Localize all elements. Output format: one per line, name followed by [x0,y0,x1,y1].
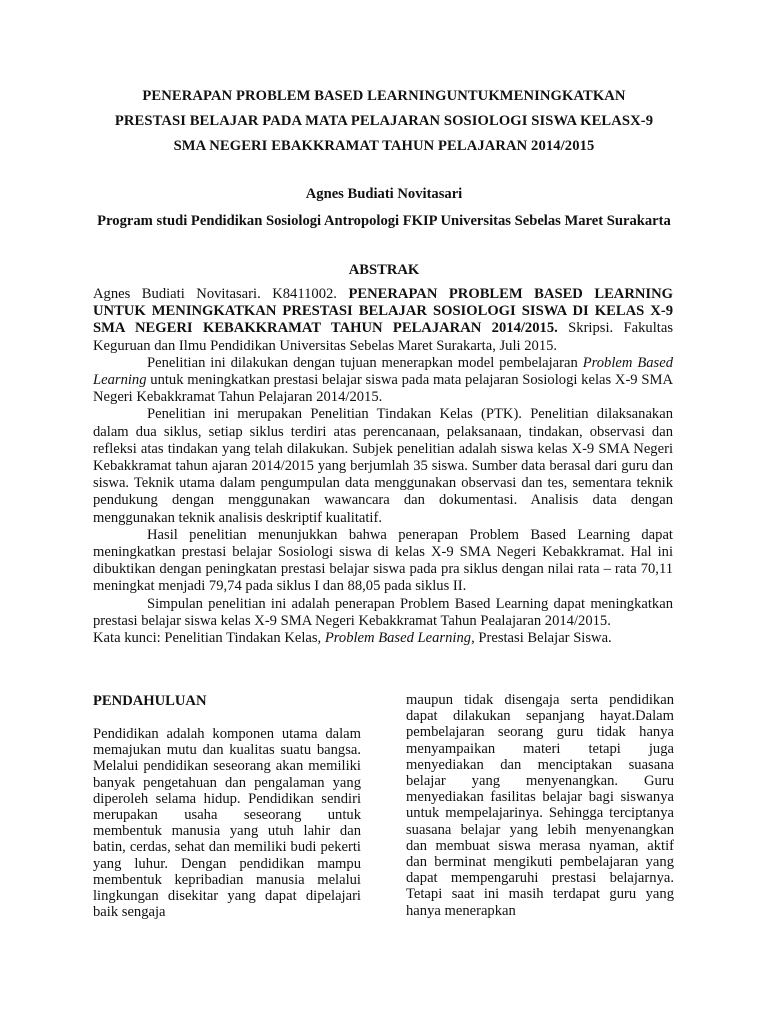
aim-text-italic: Problem Based Learning [93,354,674,389]
abstract-body [93,286,673,647]
introduction-right-column [406,692,674,919]
author-name: Agnes Budiati Novitasari [305,186,463,202]
aim-text-start: Penelitian ini dilakukan dengan tujuan menerapkan model pembelajaran [147,354,578,371]
title-line-2: PRESTASI BELAJAR PADA MATA PELAJARAN SOSIOLOGI SISWA KELASX-9 [114,113,654,129]
author-affiliation: Program studi Pendidikan Sosiologi Antropologi FKIP Universitas Sebelas Maret Surakarta [97,213,671,229]
abstract-paragraph-conclusion: Simpulan penelitian ini adalah penerapan Problem Based Learning dapat meningkatkan prestasi belajar siswa kelas X-9 SMA Negeri Kebakkramat Tahun Pealajaran 2014/2015. [93,595,673,629]
section-heading-introduction: PENDAHULUAN [93,693,207,709]
keywords-start: Kata kunci: Penelitian Tindakan Kelas, [93,630,322,647]
introduction-paragraph-right: maupun tidak disengaja serta pendidikan dapat dilakukan sepanjang hayat.Dalam pembelajaran seorang guru tidak hanya menyampaikan materi tetapi juga menyediakan dan menciptakan suasana belajar yang menyenangkan. Guru menyediakan fasilitas belajar bagi siswanya untuk mempelajarinya. Sehingga terciptanya suasana belajar yang lebih menyenangkan dan membuat siswa merasa nyaman, aktif dan berminat mengikuti pembelajaran yang dapat mempengaruhi prestasi belajarnya. Tetapi saat ini masih terdapat guru yang hanya menerapkan [406,692,674,919]
title-line-1: PENERAPAN PROBLEM BASED LEARNINGUNTUKMENINGKATKAN [142,88,626,104]
abstract-paragraph-method: Penelitian ini merupakan Penelitian Tindakan Kelas (PTK). Penelitian dilaksanakan dalam dua siklus, setiap siklus terdiri atas perencanaan, pelaksanaan, tindakan, observasi dan refleksi atas tindakan yang telah dilakukan. Subjek penelitian adalah siswa kelas X-9 SMA Negeri Kebakkramat tahun ajaran 2014/2015 yang berjumlah 35 siswa. Sumber data berasal dari guru dan siswa. Teknik utama dalam pengumpulan data menggunakan observasi dan tes, sementara teknik pendukung dengan menggunakan wawancara dan dokumentasi. Analisis data dengan menggunakan teknik analisis deskriptif kualitatif. [93,406,673,526]
abstract-paragraph-aim [93,355,673,407]
aim-text-end: untuk meningkatkan prestasi belajar siswa pada mata pelajaran Sosiologi kelas X-9 SMA Negeri Kebakkramat Tahun Pelajaran 2014/2015. [93,372,673,406]
citation-title: PENERAPAN PROBLEM BASED LEARNING UNTUK MENINGKATKAN PRESTASI BELAJAR SOSIOLOGI SISWA DI KELAS X-9 SMA NEGERI KEBAKKRAMAT TAHUN PELAJARAN 2014/2015. [93,286,673,337]
introduction-paragraph-left: Pendidikan adalah komponen utama dalam memajukan mutu dan kualitas suatu bangsa. Melalui pendidikan seseorang akan memiliki banyak pengetahuan dan pengalaman yang diperoleh selama hidup. Pendidikan sendiri merupakan usaha seseorang untuk membentuk manusia yang utuh lahir dan batin, cerdas, sehat dan memiliki budi pekerti yang luhur. Dengan pendidikan mampu membentuk kepribadian manusia melalui lingkungan disekitar yang dapat dipelajari baik sengaja [93,726,361,921]
abstract-citation [93,286,673,355]
abstract-heading: ABSTRAK [348,262,420,278]
citation-author: Agnes Budiati Novitasari. K8411002. [93,286,337,302]
introduction-left-column [93,692,361,920]
citation-publication: Skripsi. Fakultas Keguruan dan Ilmu Pendidikan Universitas Sebelas Maret Surakarta, Juli 2015. [93,320,673,354]
abstract-paragraph-results: Hasil penelitian menunjukkan bahwa penerapan Problem Based Learning dapat meningkatkan prestasi belajar Sosiologi siswa di kelas X-9 SMA Negeri Kebakkramat. Hal ini dibuktikan dengan peningkatan prestasi belajar siswa pada pra siklus dengan nilai rata – rata 70,11 meningkat menjadi 79,74 pada siklus I dan 88,05 pada siklus II. [93,526,673,595]
abstract-keywords [93,630,673,647]
title-line-3: SMA NEGERI EBAKKRAMAT TAHUN PELAJARAN 2014/2015 [173,138,595,154]
keywords-italic: Problem Based Learning [324,630,472,647]
keywords-end: , Prestasi Belajar Siswa. [471,630,612,647]
